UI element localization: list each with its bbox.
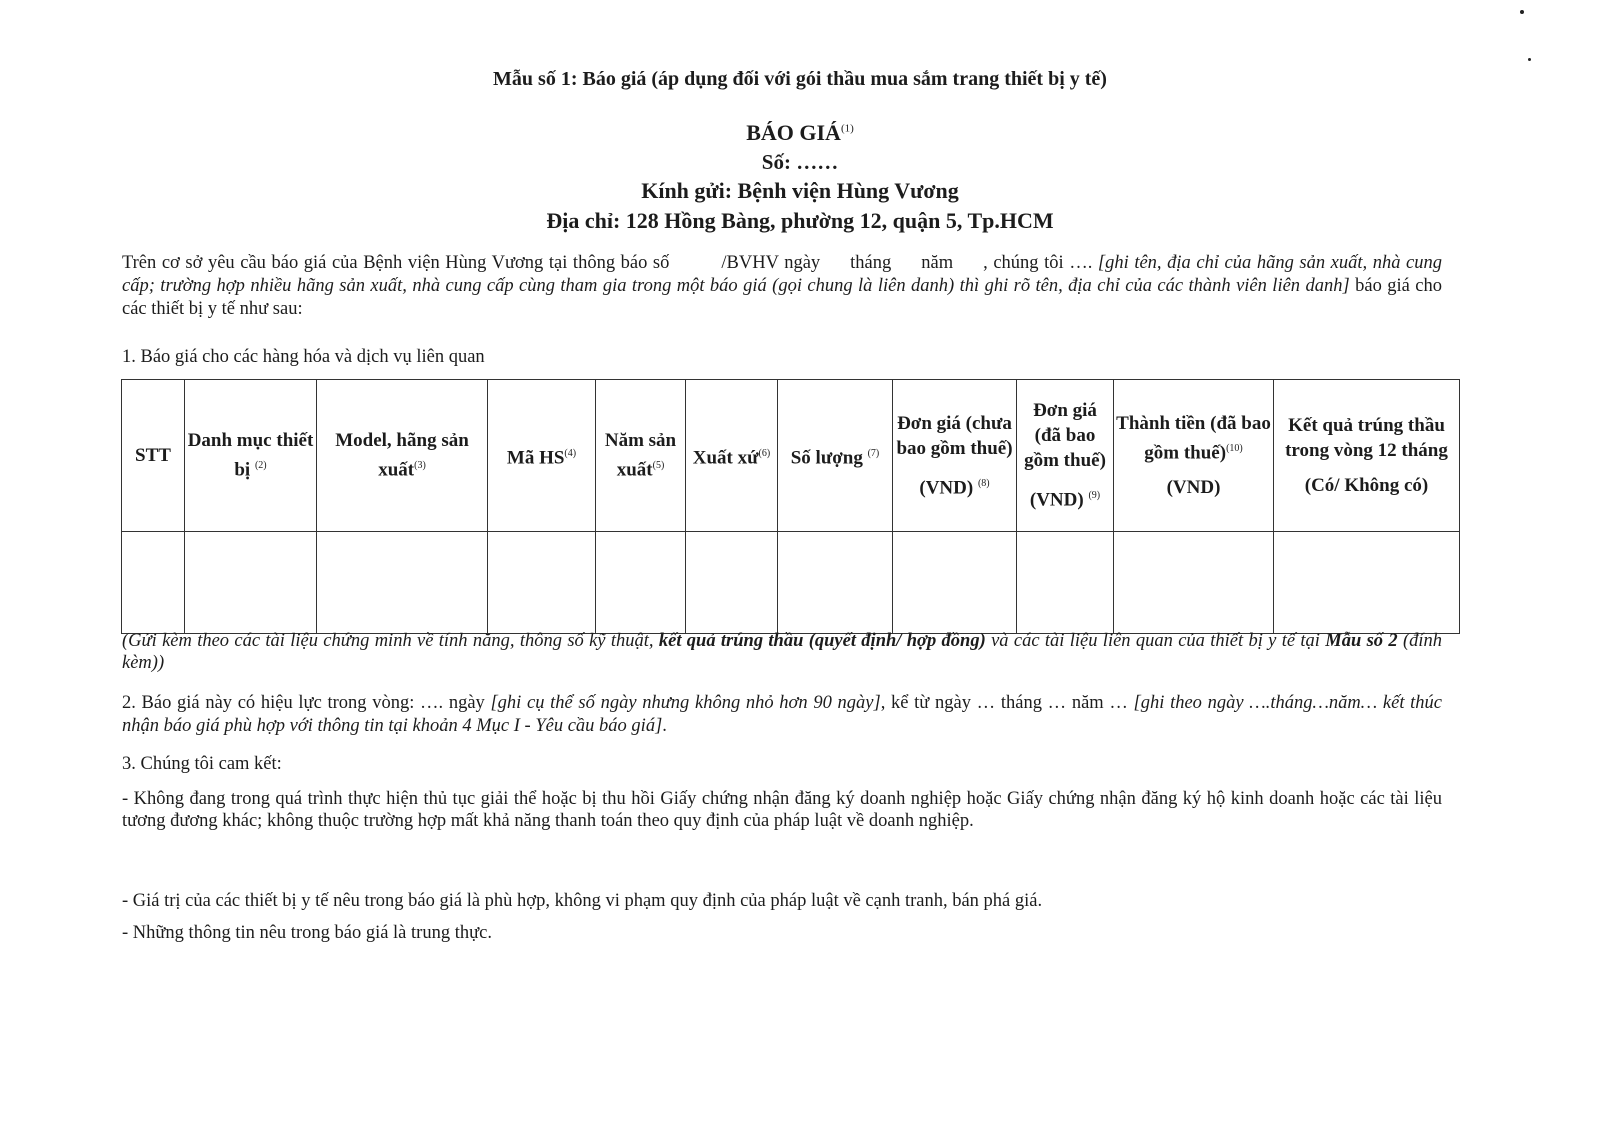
validity-text-2: , kể từ ngày … tháng … năm …	[880, 693, 1128, 713]
header-nam-san-xuat	[596, 380, 686, 532]
table-cell	[317, 532, 488, 634]
intro-text-4: năm	[921, 253, 954, 273]
footnote-6: (6)	[758, 447, 771, 459]
intro-text-6: báo giá cho các thiết bị y tế như sau:	[122, 276, 1443, 319]
validity-italic-2: [ghi theo ngày ….tháng…năm… kết thúc nhận báo giá phù hợp với thông tin tại khoản 4 Mục I - Yêu cầu báo giá]	[122, 693, 1443, 736]
header-don-gia-gom-thue-unit	[1019, 483, 1111, 512]
recipient-address: Địa chỉ: 128 Hồng Bàng, phường 12, quận 5, Tp.HCM	[546, 208, 1054, 233]
footnote-9: (9)	[1088, 490, 1101, 502]
attachment-text-2: và các tài liệu liên quan của thiết bị y tế tại	[991, 631, 1320, 651]
section1-title: 1. Báo giá cho các hàng hóa và dịch vụ liên quan	[122, 347, 485, 367]
table-cell	[893, 532, 1017, 634]
commitment-item-3: - Những thông tin nêu trong báo giá là trung thực.	[122, 923, 492, 943]
validity-text-3: .	[662, 716, 667, 736]
footnote-4: (4)	[564, 447, 577, 459]
footnote-5: (5)	[652, 460, 665, 472]
table-cell	[778, 532, 893, 634]
footnote-8: (8)	[977, 477, 990, 489]
quote-table	[121, 379, 1460, 634]
scan-dot-mark	[1520, 10, 1524, 14]
header-so-luong-text: Số lượng	[790, 447, 863, 469]
table-row	[122, 532, 1460, 634]
validity-italic-1: [ghi cụ thể số ngày nhưng không nhỏ hơn 90 ngày]	[490, 693, 881, 713]
doc-title-text: BÁO GIÁ	[746, 120, 841, 145]
unit-vnd: (VND)	[1166, 477, 1221, 499]
table-cell	[596, 532, 686, 634]
validity-paragraph	[122, 692, 1442, 738]
header-nam-san-xuat-text: Năm sản xuất	[604, 430, 677, 481]
header-xuat-xu-text: Xuất xứ	[692, 447, 759, 469]
intro-text-5: , chúng tôi ….	[983, 253, 1093, 273]
footnote-2: (2)	[254, 460, 267, 472]
attachment-text-3: (đính kèm))	[122, 631, 1443, 673]
header-ma-hs	[488, 380, 596, 532]
intro-text-3: tháng	[850, 253, 892, 273]
table-cell	[185, 532, 317, 634]
footnote-7: (7)	[867, 447, 880, 459]
header-don-gia-gom-thue	[1017, 380, 1114, 532]
table-cell	[1017, 532, 1114, 634]
header-so-luong	[778, 380, 893, 532]
header-don-gia-chua-thue	[893, 380, 1017, 532]
header-thanh-tien-text: Thành tiền (đã bao gồm thuế)	[1116, 412, 1271, 464]
header-danh-muc	[185, 380, 317, 532]
header-thanh-tien	[1114, 380, 1274, 532]
attachment-text-1: (Gửi kèm theo các tài liệu chứng minh về tính năng, thông số kỹ thuật,	[122, 631, 654, 651]
intro-italic-instructions: [ghi tên, địa chỉ của hãng sản xuất, nhà cung cấp; trường hợp nhiều hãng sản xuất, nhà cung cấp cùng tham gia trong một báo giá (gọi chung là liên danh) thì ghi rõ tên, địa chỉ của các thành viên liên danh]	[122, 253, 1443, 296]
commitment-item-2: - Giá trị của các thiết bị y tế nêu trong báo giá là phù hợp, không vi phạm quy định của pháp luật về cạnh tranh, bán phá giá.	[122, 891, 1043, 911]
table-cell	[1114, 532, 1274, 634]
footnote-10: (10)	[1226, 442, 1243, 454]
unit-vnd: (VND)	[1029, 489, 1084, 511]
header-danh-muc-text: Danh mục thiết bị	[187, 430, 314, 481]
table-cell	[488, 532, 596, 634]
header-ma-hs-text: Mã HS	[506, 447, 565, 469]
commitment-item-1: - Không đang trong quá trình thực hiện thủ tục giải thể hoặc bị thu hồi Giấy chứng nhận đăng ký doanh nghiệp hoặc Giấy chứng nhận đăng ký hộ kinh doanh hoặc các tài liệu tương đương khác; không thuộc trường hợp mất khả năng thanh toán theo quy định của pháp luật về doanh nghiệp.	[122, 789, 1442, 831]
header-xuat-xu	[686, 380, 778, 532]
header-don-gia-chua-thue-unit	[895, 471, 1014, 500]
table-cell	[122, 532, 185, 634]
unit-vnd: (VND)	[919, 477, 974, 499]
recipient: Kính gửi: Bệnh viện Hùng Vương	[641, 178, 959, 203]
footnote-3: (3)	[414, 460, 426, 472]
header-ket-qua-text: Kết quả trúng thầu trong vòng 12 tháng	[1285, 415, 1448, 461]
header-don-gia-chua-thue-text: Đơn giá (chưa bao gồm thuế)	[896, 412, 1013, 459]
attachment-note	[122, 630, 1442, 674]
header-ket-qua-trung-thau	[1274, 380, 1460, 532]
scan-dot-mark	[1528, 58, 1531, 61]
attachment-bold-2: Mẫu số 2	[1325, 631, 1398, 651]
header-stt-text: STT	[135, 445, 171, 466]
validity-text-1: 2. Báo giá này có hiệu lực trong vòng: …. ngày	[122, 693, 485, 713]
table-cell	[686, 532, 778, 634]
intro-text-2: /BVHV ngày	[721, 253, 821, 273]
header-model	[317, 380, 488, 532]
table-cell	[1274, 532, 1460, 634]
header-ket-qua-sub: (Có/ Không có)	[1304, 475, 1429, 496]
header-model-text: Model, hãng sản xuất	[335, 430, 469, 481]
attachment-bold-1: kết quả trúng thầu (quyết định/ hợp đồng)	[658, 631, 986, 651]
table-header-row	[122, 380, 1460, 532]
doc-title-footnote: (1)	[840, 122, 854, 135]
doc-title	[0, 120, 1600, 146]
commitments-title: 3. Chúng tôi cam kết:	[122, 754, 282, 774]
doc-number: Số: ……	[761, 150, 839, 174]
intro-paragraph	[122, 252, 1442, 321]
header-stt	[122, 380, 185, 532]
intro-text-1: Trên cơ sở yêu cầu báo giá của Bệnh viện Hùng Vương tại thông báo số	[122, 253, 670, 273]
form-title: Mẫu số 1: Báo giá (áp dụng đối với gói thầu mua sắm trang thiết bị y tế)	[493, 68, 1107, 90]
header-don-gia-gom-thue-text: Đơn giá (đã bao gồm thuế)	[1024, 400, 1106, 472]
